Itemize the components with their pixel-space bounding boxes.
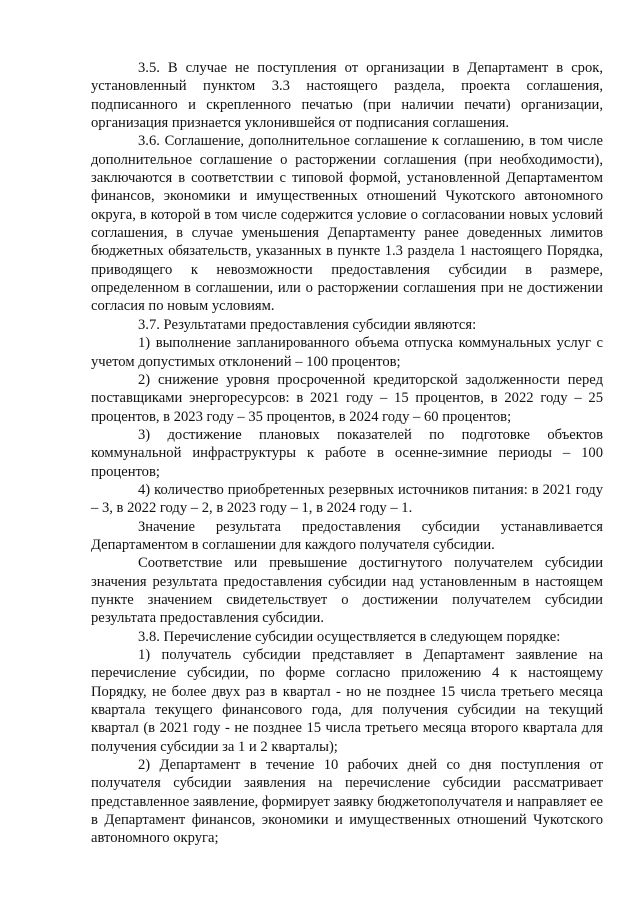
paragraph-result-compliance: Соответствие или превышение достигнутого получателем субсидии значения результата предоставления субсидии над установленным в настоящем пункте значением свидетельствует о достижении получателем субсидии результата предоставления субсидии.: [91, 555, 603, 627]
document-page: [91, 59, 603, 848]
list-item-3-8-1: 1) получатель субсидии представляет в Департамент заявление на перечисление субсидии, по форме согласно приложению 4 к настоящему Порядку, не более двух раз в квартал - но не позднее 15 числа третьего месяца квартала текущего финансового года, для получения субсидии на текущий квартал (в 2021 году - не позднее 15 числа третьего месяца второго квартала для получения субсидии за 1 и 2 кварталы);: [91, 647, 603, 755]
paragraph-3-6: 3.6. Соглашение, дополнительное соглашение к соглашению, в том числе дополнительное соглашение о расторжении соглашения (при необходимости), заключаются в соответствии с типовой формой, установленной Департаментом финансов, экономики и имущественных отношений Чукотского автономного округа, в которой в том числе содержится условие о согласовании новых условий соглашения, в случае уменьшения Департаменту ранее доведенных лимитов бюджетных обязательств, указанных в пункте 1.3 раздела 1 настоящего Порядка, приводящего к невозможности предоставления субсидии в размере, определенном в соглашении, или о расторжении соглашения при не достижении согласия по новым условиям.: [91, 133, 603, 315]
list-item-3-7-4: 4) количество приобретенных резервных источников питания: в 2021 году – 3, в 2022 году – 2, в 2023 году – 1, в 2024 году – 1.: [91, 481, 603, 517]
paragraph-3-5: 3.5. В случае не поступления от организации в Департамент в срок, установленный пунктом 3.3 настоящего раздела, проекта соглашения, подписанного и скрепленного печатью (при наличии печати) организации, организация признается уклонившейся от подписания соглашения.: [91, 60, 603, 132]
paragraph-3-7-heading: 3.7. Результатами предоставления субсидии являются:: [138, 316, 477, 333]
list-item-3-7-3: 3) достижение плановых показателей по подготовке объектов коммунальной инфраструктуры к работе в осенне-зимние периоды – 100 процентов;: [91, 426, 603, 480]
paragraph-result-value: Значение результата предоставления субсидии устанавливается Департаментом в соглашении для каждого получателя субсидии.: [91, 518, 603, 553]
paragraph-3-8-heading: 3.8. Перечисление субсидии осуществляется в следующем порядке:: [138, 628, 561, 645]
list-item-3-8-2: 2) Департамент в течение 10 рабочих дней со дня поступления от получателя субсидии заявления на перечисление субсидии рассматривает представленное заявление, формирует заявку бюджетополучателя и направляет ее в Департамент финансов, экономики и имущественных отношений Чукотского автономного округа;: [91, 757, 603, 847]
list-item-3-7-1: 1) выполнение запланированного объема отпуска коммунальных услуг с учетом допустимых отклонений – 100 процентов;: [91, 335, 603, 370]
list-item-3-7-2: 2) снижение уровня просроченной кредиторской задолженности перед поставщиками энергоресурсов: в 2021 году – 15 процентов, в 2022 году – 25 процентов, в 2023 году – 35 процентов, в 2024 году – 60 процентов;: [91, 371, 603, 425]
